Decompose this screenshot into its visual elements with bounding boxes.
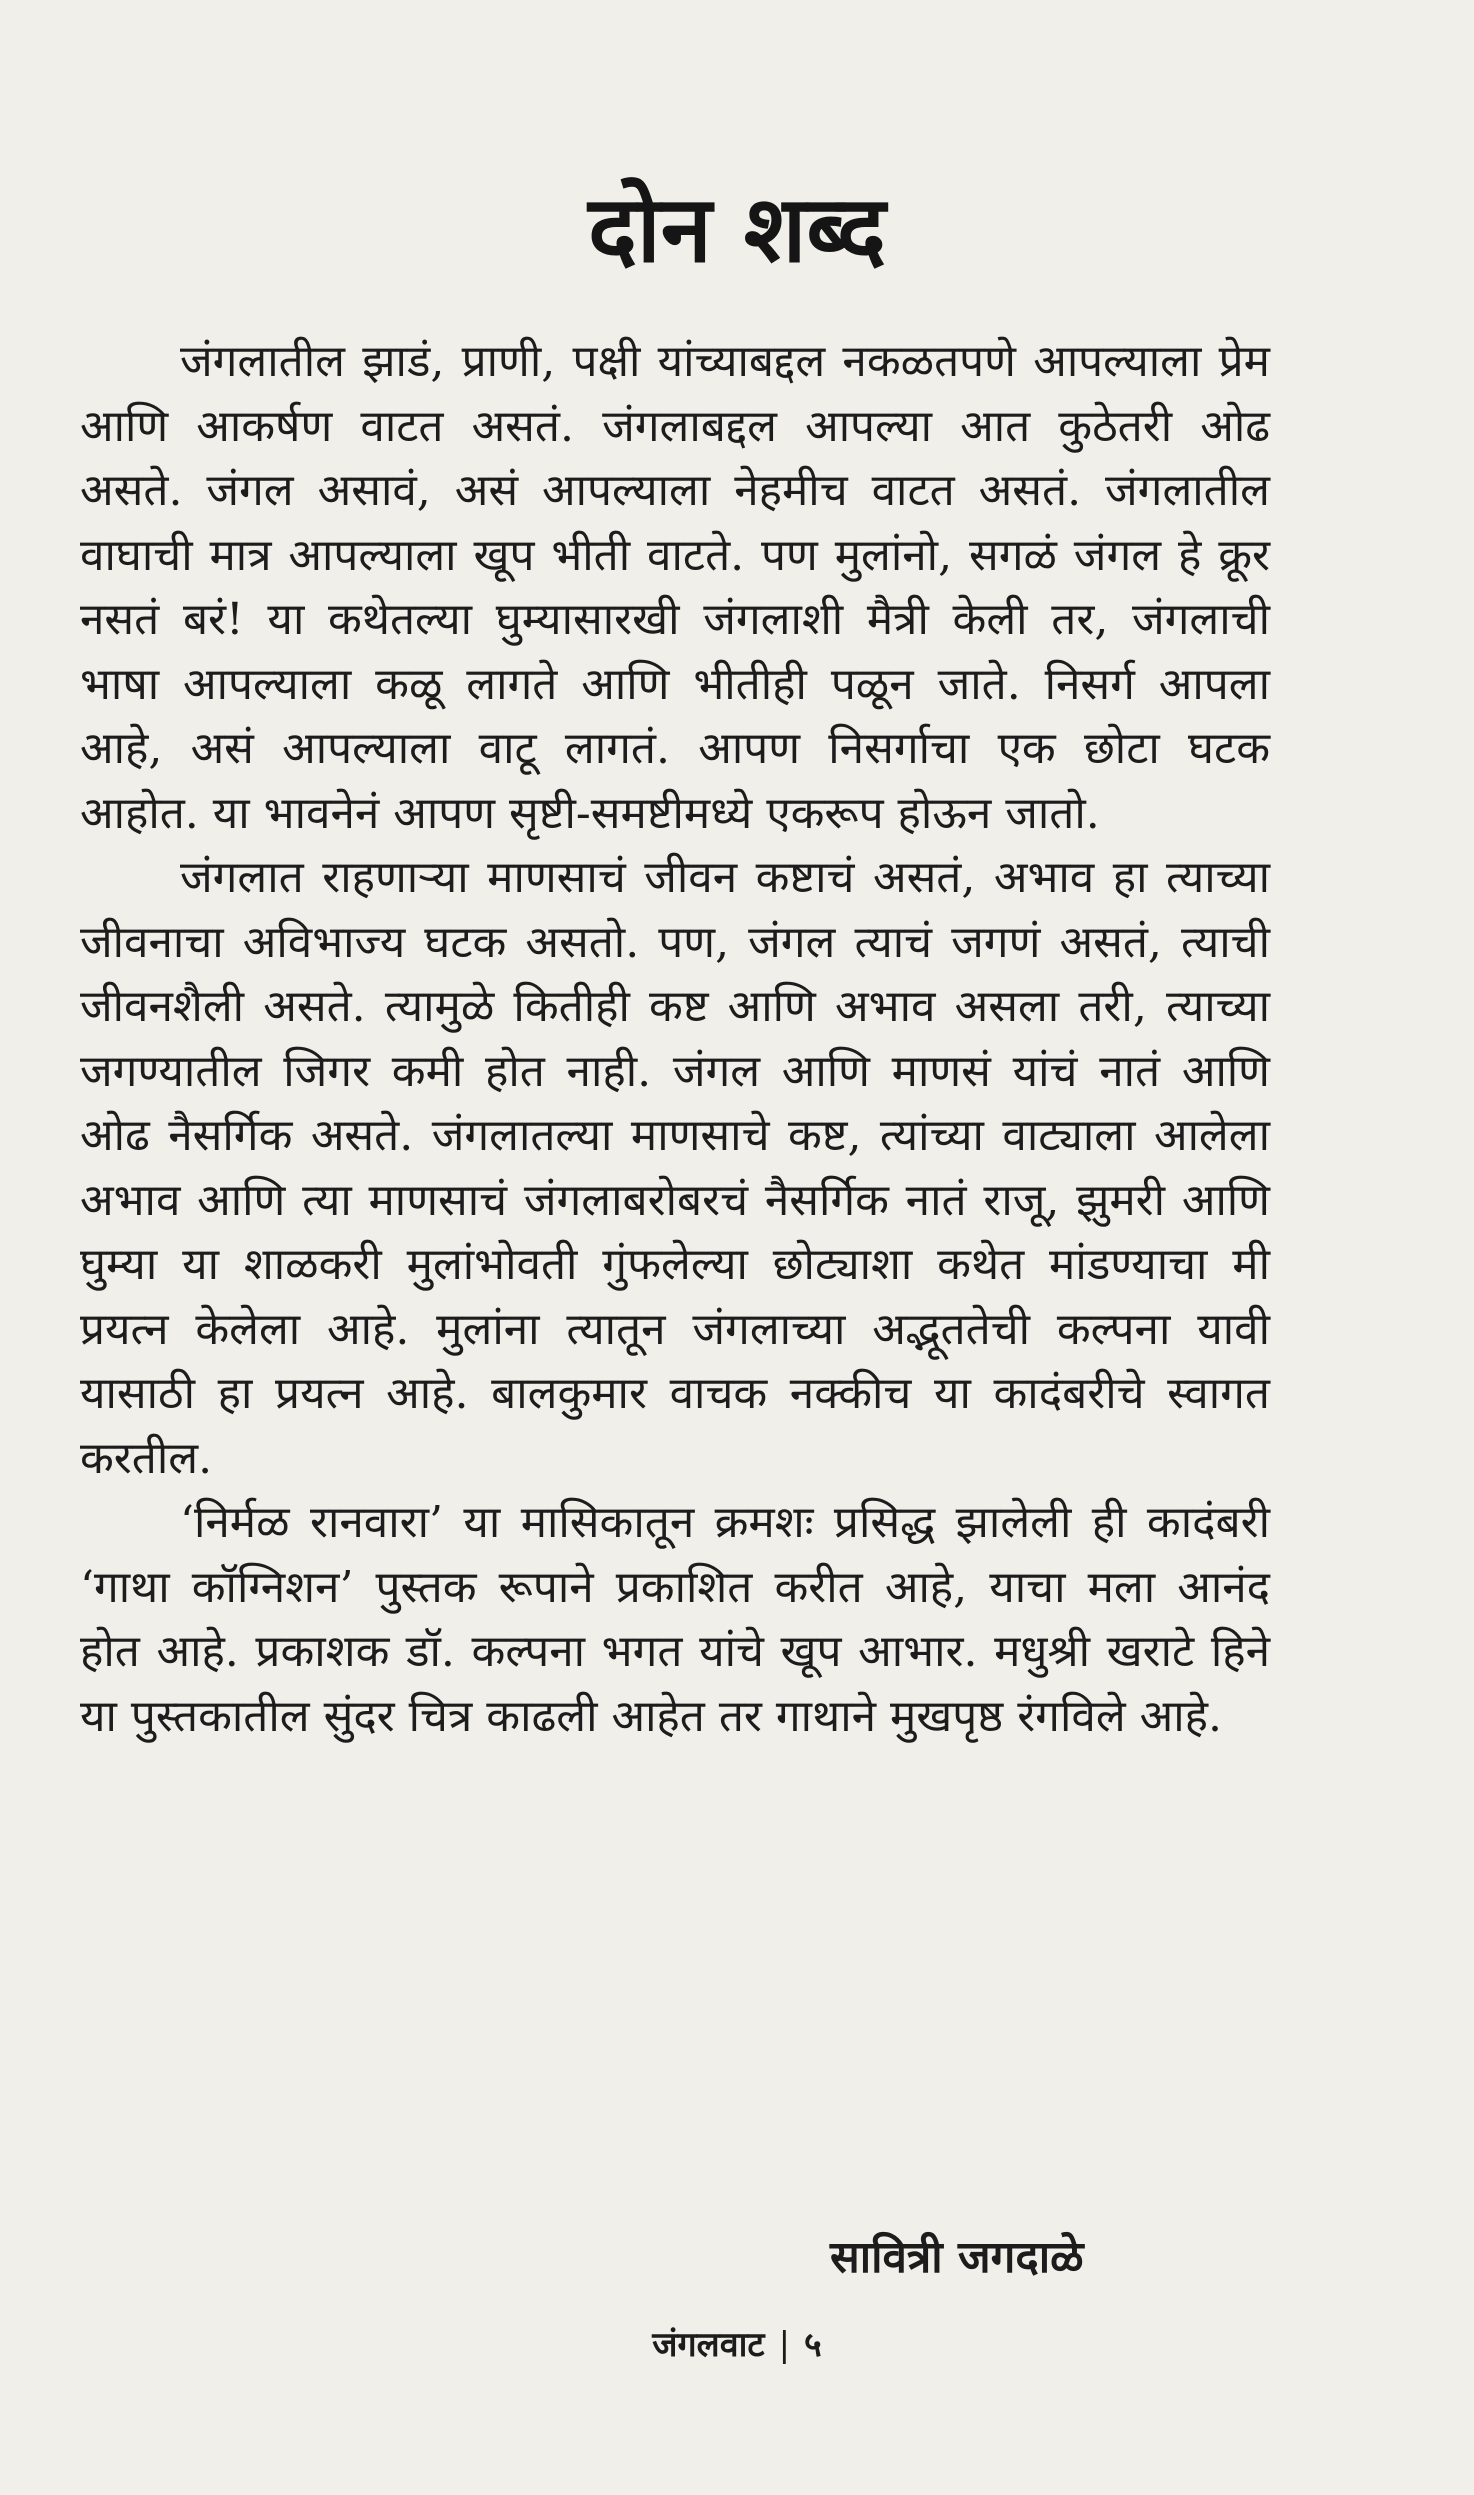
preface-body — [80, 330, 1270, 1749]
footer-separator: | — [778, 2325, 791, 2365]
paragraph-2: जंगलात राहणाऱ्या माणसाचं जीवन कष्टाचं असतं, अभाव हा त्याच्या जीवनाचा अविभाज्य घटक असतो. पण, जंगल त्याचं जगणं असतं, त्याची जीवनशैली असते. त्यामुळे कितीही कष्ट आणि अभाव असला तरी, त्याच्या जगण्यातील जिगर कमी होत नाही. जंगल आणि माणसं यांचं नातं आणि ओढ नैसर्गिक असते. जंगलातल्या माणसाचे कष्ट, त्यांच्या वाट्याला आलेला अभाव आणि त्या माणसाचं जंगलाबरोबरचं नैसर्गिक नातं राजू, झुमरी आणि घुम्या या शाळकरी मुलांभोवती गुंफलेल्या छोट्याशा कथेत मांडण्याचा मी प्रयत्न केलेला आहे. मुलांना त्यातून जंगलाच्या अद्भूततेची कल्पना यावी यासाठी हा प्रयत्न आहे. बालकुमार वाचक नक्कीच या कादंबरीचे स्वागत करतील. — [80, 852, 1270, 1484]
paragraph-1: जंगलातील झाडं, प्राणी, पक्षी यांच्याबद्दल नकळतपणे आपल्याला प्रेम आणि आकर्षण वाटत असतं. जंगलाबद्दल आपल्या आत कुठेतरी ओढ असते. जंगल असावं, असं आपल्याला नेहमीच वाटत असतं. जंगलातील वाघाची मात्र आपल्याला खूप भीती वाटते. पण मुलांनो, सगळं जंगल हे क्रूर नसतं बरं! या कथेतल्या घुम्यासारखी जंगलाशी मैत्री केली तर, जंगलाची भाषा आपल्याला कळू लागते आणि भीतीही पळून जाते. निसर्ग आपला आहे, असं आपल्याला वाटू लागतं. आपण निसर्गाचा एक छोटा घटक आहोत. या भावनेनं आपण सृष्टी-समष्टीमध्ये एकरूप होऊन जातो. — [80, 336, 1270, 839]
paragraph-3: ‘निर्मळ रानवारा’ या मासिकातून क्रमशः प्रसिद्ध झालेली ही कादंबरी ‘गाथा कॉग्निशन’ पुस्तक रूपाने प्रकाशित करीत आहे, याचा मला आनंद होत आहे. प्रकाशक डॉ. कल्पना भगत यांचे खूप आभार. मधुश्री खराटे हिने या पुस्तकातील सुंदर चित्र काढली आहेत तर गाथाने मुखपृष्ठ रंगविले आहे. — [80, 1497, 1270, 1742]
page-number: ५ — [804, 2325, 822, 2365]
author-signature: सावित्री जगदाळे — [830, 2232, 1084, 2283]
page-footer — [0, 2320, 1474, 2370]
page-title: दोन शब्द — [588, 176, 886, 283]
footer-book-title: जंगलवाट — [652, 2325, 765, 2365]
